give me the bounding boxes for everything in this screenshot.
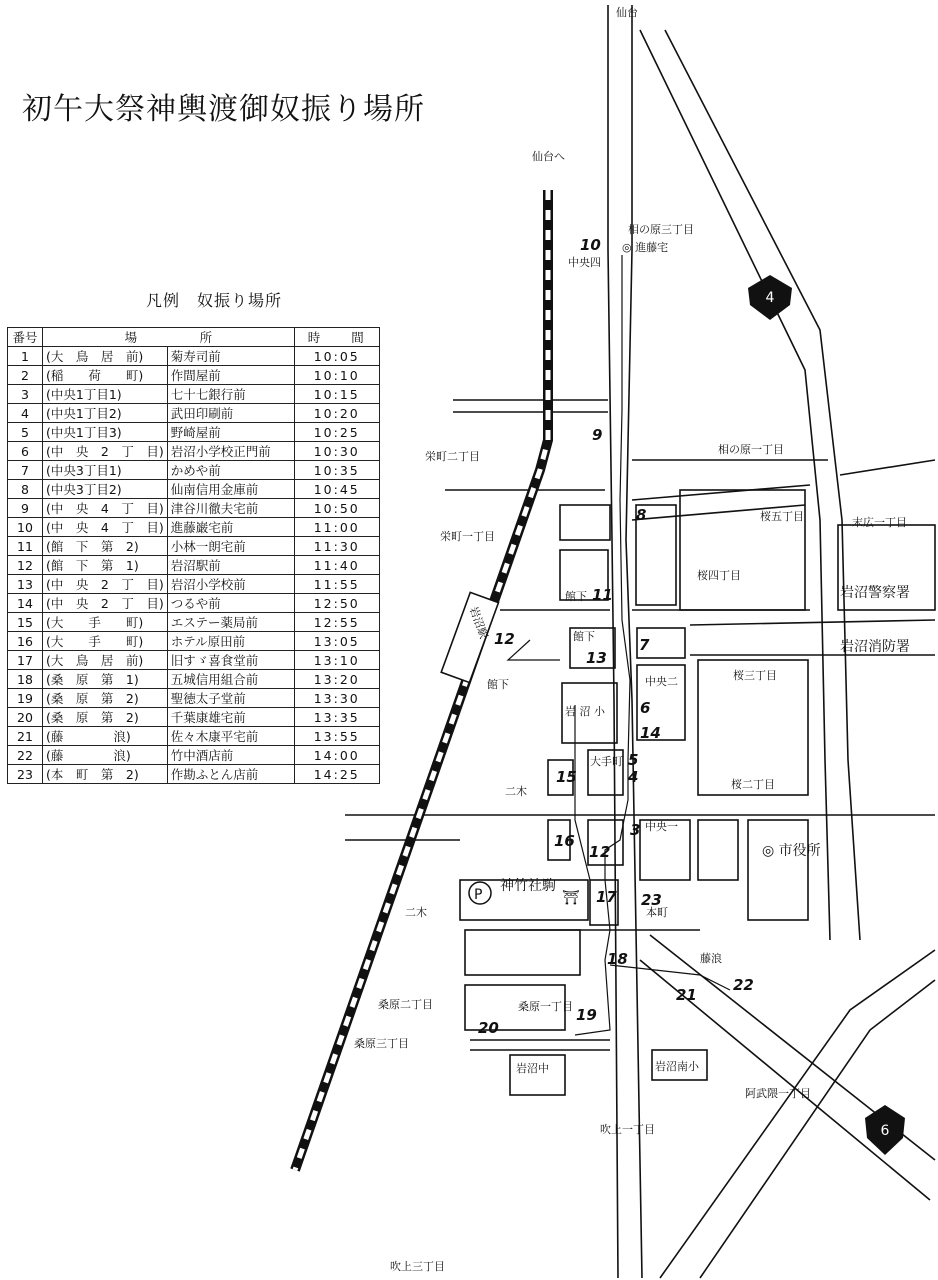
row-area: (中 央 4 丁 目) — [43, 499, 168, 518]
label-sakura2: 桜二丁目 — [731, 778, 775, 791]
row-place: エステー薬局前 — [167, 613, 294, 632]
row-number: 11 — [8, 537, 43, 556]
row-area: (中央1丁目2) — [43, 404, 168, 423]
row-time: 13:20 — [294, 670, 379, 689]
label-otemachi: 大手町 — [590, 755, 623, 768]
stop-7: 7 — [639, 636, 650, 654]
row-number: 8 — [8, 480, 43, 499]
label-iwanuma-south: 岩沼南小 — [655, 1060, 699, 1073]
row-number: 4 — [8, 404, 43, 423]
row-number: 9 — [8, 499, 43, 518]
row-number: 20 — [8, 708, 43, 727]
row-place: 聖徳太子堂前 — [167, 689, 294, 708]
label-fire: 岩沼消防署 — [840, 639, 910, 655]
row-time: 13:35 — [294, 708, 379, 727]
row-area: (館 下 第 1) — [43, 556, 168, 575]
row-place: 佐々木康平宅前 — [167, 727, 294, 746]
header-no: 番号 — [8, 328, 43, 347]
route-6-shield — [865, 1105, 905, 1155]
label-honmachi: 本町 — [646, 906, 668, 919]
label-abukuma1: 阿武隈一丁目 — [745, 1087, 811, 1100]
label-shrine: 神竹社駒 — [500, 878, 556, 894]
row-number: 3 — [8, 385, 43, 404]
row-time: 11:40 — [294, 556, 379, 575]
row-place: かめや前 — [167, 461, 294, 480]
label-chuo4: 中央四 — [568, 256, 601, 269]
row-area: (藤 浪) — [43, 746, 168, 765]
label-sakaemachi1: 栄町一丁目 — [440, 530, 495, 543]
stop-16: 16 — [554, 832, 575, 850]
row-place: 岩沼小学校前 — [167, 575, 294, 594]
row-time: 10:45 — [294, 480, 379, 499]
label-fukiage1: 吹上一丁目 — [600, 1123, 655, 1136]
label-sendai-rail: 仙台へ — [532, 150, 565, 163]
row-area: (桑 原 第 2) — [43, 689, 168, 708]
label-house: ◎ 進藤宅 — [622, 241, 669, 254]
row-number: 22 — [8, 746, 43, 765]
label-tateshita-c: 館下 — [487, 678, 509, 691]
row-area: (稲 荷 町) — [43, 366, 168, 385]
road — [608, 5, 618, 1278]
stop-6: 6 — [640, 699, 651, 717]
row-time: 11:30 — [294, 537, 379, 556]
label-futaki-b: 二木 — [405, 906, 427, 919]
row-time: 13:30 — [294, 689, 379, 708]
label-ainohara3: 相の原三丁目 — [628, 223, 694, 236]
stop-23: 23 — [641, 891, 662, 909]
row-area: (大 手 町) — [43, 632, 168, 651]
row-place: 七十七銀行前 — [167, 385, 294, 404]
label-chuo1: 中央一 — [645, 820, 678, 833]
label-suehiro1: 末広一丁目 — [852, 516, 907, 529]
label-tateshita-a: 館下 — [565, 590, 587, 603]
stop-21: 21 — [676, 986, 697, 1004]
row-number: 2 — [8, 366, 43, 385]
label-sakura4: 桜四丁目 — [697, 569, 741, 582]
label-tateshita-b: 館下 — [573, 630, 595, 643]
row-place: 野崎屋前 — [167, 423, 294, 442]
label-parking: P — [474, 887, 483, 903]
stop-15: 15 — [556, 768, 577, 786]
label-sendai-top: 仙台 — [616, 6, 638, 19]
block — [510, 1055, 565, 1095]
row-place: 竹中酒店前 — [167, 746, 294, 765]
row-time: 10:50 — [294, 499, 379, 518]
label-ainohara1: 相の原一丁目 — [718, 443, 784, 456]
row-number: 23 — [8, 765, 43, 784]
row-time: 10:15 — [294, 385, 379, 404]
row-time: 13:05 — [294, 632, 379, 651]
road — [665, 30, 860, 940]
stop-14: 14 — [640, 724, 661, 742]
row-place: 作勘ふとん店前 — [167, 765, 294, 784]
block — [560, 505, 610, 540]
stop-10: 10 — [580, 236, 601, 254]
railway — [295, 190, 548, 1170]
row-number: 19 — [8, 689, 43, 708]
legend-title: 凡例 奴振り場所 — [146, 291, 283, 310]
row-time: 11:55 — [294, 575, 379, 594]
row-time: 12:55 — [294, 613, 379, 632]
label-cityhall: ◎ 市役所 — [762, 843, 821, 859]
row-place: 岩沼駅前 — [167, 556, 294, 575]
row-place: 武田印刷前 — [167, 404, 294, 423]
row-time: 12:50 — [294, 594, 379, 613]
torii-icon: ⛩ — [562, 890, 580, 906]
route-6-number: 6 — [880, 1123, 890, 1139]
label-iwanuma-jhs: 岩沼中 — [516, 1062, 549, 1075]
row-place: 旧すゞ喜食堂前 — [167, 651, 294, 670]
row-area: (大 鳥 居 前) — [43, 347, 168, 366]
row-number: 1 — [8, 347, 43, 366]
label-kuwabara1: 桑原一丁目 — [518, 1000, 573, 1013]
road — [632, 485, 810, 500]
row-number: 13 — [8, 575, 43, 594]
row-number: 7 — [8, 461, 43, 480]
row-time: 10:10 — [294, 366, 379, 385]
stop-19: 19 — [576, 1006, 597, 1024]
row-time: 14:00 — [294, 746, 379, 765]
row-area: (中 央 2 丁 目) — [43, 442, 168, 461]
row-time: 10:35 — [294, 461, 379, 480]
row-place: 作間屋前 — [167, 366, 294, 385]
stop-18: 18 — [607, 950, 628, 968]
stop-5: 5 — [628, 751, 639, 769]
row-area: (中 央 2 丁 目) — [43, 594, 168, 613]
stop-12: 12 — [494, 630, 515, 648]
row-number: 14 — [8, 594, 43, 613]
row-time: 10:05 — [294, 347, 379, 366]
stop-2: 2 — [600, 843, 611, 861]
row-place: 五城信用組合前 — [167, 670, 294, 689]
row-number: 10 — [8, 518, 43, 537]
row-number: 21 — [8, 727, 43, 746]
label-futaki-a: 二木 — [505, 785, 527, 798]
procession-route — [508, 255, 730, 1035]
row-time: 10:20 — [294, 404, 379, 423]
stop-20: 20 — [478, 1019, 499, 1037]
road — [690, 620, 935, 625]
row-place: 岩沼小学校正門前 — [167, 442, 294, 461]
row-place: 菊寿司前 — [167, 347, 294, 366]
label-sakura5: 桜五丁目 — [760, 510, 804, 523]
row-number: 17 — [8, 651, 43, 670]
station-building — [441, 592, 498, 682]
label-fukiage3: 吹上三丁目 — [390, 1260, 445, 1273]
row-time: 10:25 — [294, 423, 379, 442]
stop-9: 9 — [592, 426, 603, 444]
row-number: 5 — [8, 423, 43, 442]
row-number: 16 — [8, 632, 43, 651]
row-number: 15 — [8, 613, 43, 632]
row-area: (桑 原 第 2) — [43, 708, 168, 727]
stop-11: 11 — [592, 586, 613, 604]
stop-8: 8 — [636, 506, 647, 524]
row-area: (大 鳥 居 前) — [43, 651, 168, 670]
row-number: 6 — [8, 442, 43, 461]
row-number: 18 — [8, 670, 43, 689]
row-time: 14:25 — [294, 765, 379, 784]
row-time: 11:00 — [294, 518, 379, 537]
stop-22: 22 — [733, 976, 754, 994]
row-area: (桑 原 第 1) — [43, 670, 168, 689]
row-area: (本 町 第 2) — [43, 765, 168, 784]
row-place: 仙南信用金庫前 — [167, 480, 294, 499]
row-time: 13:55 — [294, 727, 379, 746]
row-place: 進藤巌宅前 — [167, 518, 294, 537]
row-time: 10:30 — [294, 442, 379, 461]
label-school: 岩 沼 小 — [565, 705, 605, 718]
row-area: (藤 浪) — [43, 727, 168, 746]
row-area: (中央3丁目1) — [43, 461, 168, 480]
label-chuo2: 中央二 — [645, 675, 678, 688]
page-title: 初午大祭神輿渡御奴振り場所 — [22, 92, 425, 127]
label-kuwabara2: 桑原二丁目 — [378, 998, 433, 1011]
row-place: 小林一朗宅前 — [167, 537, 294, 556]
row-area: (中 央 2 丁 目) — [43, 575, 168, 594]
row-time: 13:10 — [294, 651, 379, 670]
route-4-shield — [748, 275, 792, 320]
block — [698, 820, 738, 880]
block — [465, 930, 580, 975]
row-area: (中央3丁目2) — [43, 480, 168, 499]
row-area: (中央1丁目1) — [43, 385, 168, 404]
row-place: つるや前 — [167, 594, 294, 613]
stop-4: 4 — [628, 768, 639, 786]
row-area: (中央1丁目3) — [43, 423, 168, 442]
stop-1: 1 — [589, 843, 600, 861]
stop-3: 3 — [630, 821, 641, 839]
row-area: (大 手 町) — [43, 613, 168, 632]
header-place: 場 所 — [43, 328, 295, 347]
label-sakura3: 桜三丁目 — [733, 669, 777, 682]
row-number: 12 — [8, 556, 43, 575]
block — [748, 820, 808, 920]
row-place: 津谷川徹夫宅前 — [167, 499, 294, 518]
label-station: 岩沼駅 — [466, 605, 491, 641]
stop-13: 13 — [586, 649, 607, 667]
label-fujinami: 藤浪 — [700, 952, 722, 965]
label-kuwabara3: 桑原三丁目 — [354, 1037, 409, 1050]
header-time: 時 間 — [294, 328, 379, 347]
route-4-number: 4 — [765, 290, 775, 306]
row-area: (中 央 4 丁 目) — [43, 518, 168, 537]
row-place: 千葉康雄宅前 — [167, 708, 294, 727]
label-police: 岩沼警察署 — [840, 585, 910, 601]
row-area: (館 下 第 2) — [43, 537, 168, 556]
row-place: ホテル原田前 — [167, 632, 294, 651]
block — [680, 490, 805, 610]
label-sakaemachi2: 栄町二丁目 — [425, 450, 480, 463]
stop-17: 17 — [596, 888, 617, 906]
road — [840, 460, 935, 475]
